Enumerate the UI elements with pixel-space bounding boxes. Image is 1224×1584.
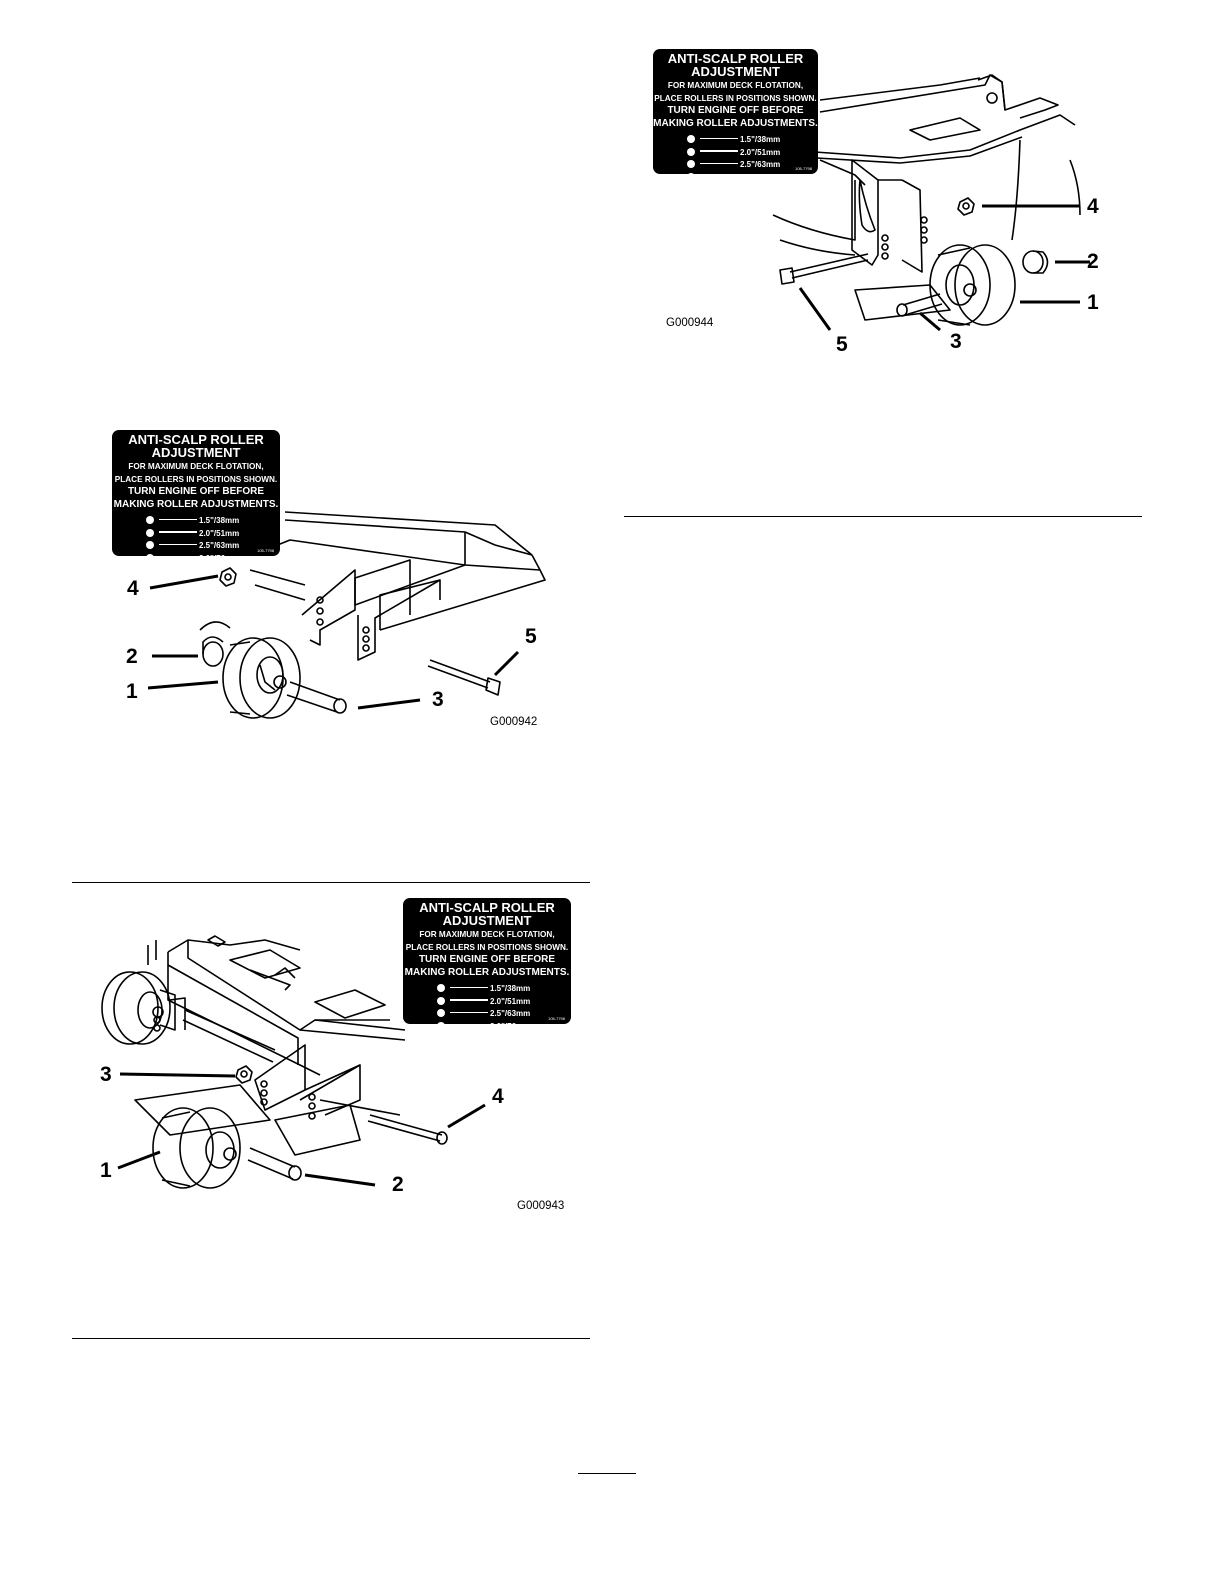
figure-id-label: G000943 xyxy=(517,1200,565,1212)
callout-4: 4 xyxy=(492,1085,504,1108)
callout-5: 5 xyxy=(525,625,537,648)
callout-1: 1 xyxy=(1087,291,1099,314)
callout-5: 5 xyxy=(836,333,848,356)
decal-title: ANTI-SCALP ROLLER xyxy=(128,432,264,447)
height-setting-row: 1.5"/38mm xyxy=(687,134,818,147)
decal-part-number: 105-7798 xyxy=(548,1016,565,1021)
hole-dot-icon xyxy=(146,516,154,524)
height-setting-row: 2.0"/51mm xyxy=(687,147,818,160)
roller-adjustment-decal xyxy=(653,49,818,182)
callout-4: 4 xyxy=(1087,195,1099,218)
callout-1: 1 xyxy=(126,680,138,703)
figure-id-label: G000942 xyxy=(490,716,538,728)
hole-dot-icon xyxy=(437,1009,445,1017)
decal-note: FOR MAXIMUM DECK FLOTATION, xyxy=(128,462,264,471)
height-setting-row: 1.5"/38mm xyxy=(437,983,571,996)
height-setting-row: 3.0"/76mm xyxy=(146,553,280,566)
decal-height-settings xyxy=(653,134,818,184)
decal-note-2: PLACE ROLLERS IN POSITIONS SHOWN. xyxy=(405,942,569,952)
section-divider xyxy=(72,1338,590,1339)
callout-2: 2 xyxy=(1087,250,1099,273)
height-setting-row: 1.5"/38mm xyxy=(146,515,280,528)
decal-warning-2: MAKING ROLLER ADJUSTMENTS. xyxy=(404,967,570,978)
decal-title-2: ADJUSTMENT xyxy=(442,913,532,928)
decal-title-2: ADJUSTMENT xyxy=(151,445,241,460)
callout-3: 3 xyxy=(950,330,962,353)
decal-warning-2: MAKING ROLLER ADJUSTMENTS. xyxy=(653,118,818,129)
height-setting-row: 3.0"/76mm xyxy=(437,1021,571,1034)
height-setting-row: 2.5"/63mm xyxy=(437,1008,571,1021)
roller-adjustment-decal xyxy=(112,430,280,563)
decal-note: FOR MAXIMUM DECK FLOTATION, xyxy=(419,930,555,939)
callout-4: 4 xyxy=(127,577,139,600)
section-divider xyxy=(624,516,1142,517)
section-divider xyxy=(72,882,590,883)
decal-note: FOR MAXIMUM DECK FLOTATION, xyxy=(667,81,804,90)
decal-warning-2: MAKING ROLLER ADJUSTMENTS. xyxy=(113,499,279,510)
decal-warning: TURN ENGINE OFF BEFORE xyxy=(127,486,265,497)
height-setting-row: 2.5"/63mm xyxy=(146,540,280,553)
height-setting-row: 3.0"/76mm xyxy=(687,172,818,185)
hole-dot-icon xyxy=(146,541,154,549)
figure-g000943 xyxy=(90,890,580,1220)
decal-note-2: PLACE ROLLERS IN POSITIONS SHOWN. xyxy=(654,93,817,103)
decal-part-number: 105-7798 xyxy=(795,166,812,171)
callout-1: 1 xyxy=(100,1159,112,1182)
figure-id-label: G000944 xyxy=(666,317,714,329)
roller-adjustment-decal xyxy=(403,898,571,1031)
callout-3: 3 xyxy=(432,688,444,711)
callout-2: 2 xyxy=(392,1173,404,1196)
decal-warning: TURN ENGINE OFF BEFORE xyxy=(418,954,556,965)
callout-2: 2 xyxy=(126,645,138,668)
hole-dot-icon xyxy=(437,1022,445,1030)
hole-dot-icon xyxy=(146,529,154,537)
decal-warning: TURN ENGINE OFF BEFORE xyxy=(667,105,804,116)
height-setting-row: 2.0"/51mm xyxy=(146,528,280,541)
callout-3: 3 xyxy=(100,1063,112,1086)
hole-dot-icon xyxy=(146,554,154,562)
decal-title: ANTI-SCALP ROLLER xyxy=(667,51,804,66)
decal-height-settings xyxy=(112,515,280,565)
hole-dot-icon xyxy=(687,148,695,156)
hole-dot-icon xyxy=(687,173,695,181)
decal-title: ANTI-SCALP ROLLER xyxy=(419,900,555,915)
decal-height-settings xyxy=(403,983,571,1033)
decal-note-2: PLACE ROLLERS IN POSITIONS SHOWN. xyxy=(114,474,278,484)
figure-g000944 xyxy=(640,40,1120,370)
hole-dot-icon xyxy=(687,160,695,168)
height-setting-row: 2.5"/63mm xyxy=(687,159,818,172)
page-footer-rule xyxy=(578,1473,636,1474)
hole-dot-icon xyxy=(437,997,445,1005)
decal-title-2: ADJUSTMENT xyxy=(691,64,780,79)
hole-dot-icon xyxy=(687,135,695,143)
figure-g000942 xyxy=(100,420,570,740)
hole-dot-icon xyxy=(437,984,445,992)
height-setting-row: 2.0"/51mm xyxy=(437,996,571,1009)
decal-part-number: 105-7798 xyxy=(257,548,274,553)
